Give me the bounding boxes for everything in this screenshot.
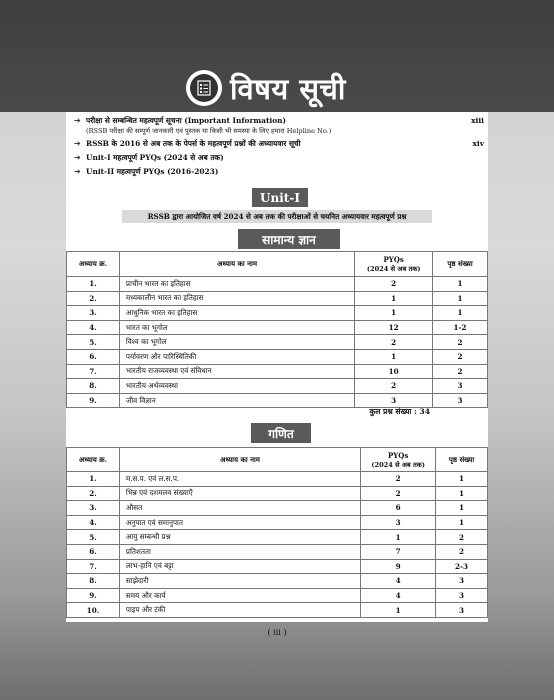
col-header-pyq: PYQs (2024 से अब तक) bbox=[361, 448, 436, 472]
chapter-number: 1. bbox=[67, 277, 120, 292]
pyq-count: 12 bbox=[355, 320, 433, 335]
col-header-sn: अध्याय क्र. bbox=[67, 448, 120, 472]
pyq-count: 1 bbox=[355, 291, 433, 306]
table-row bbox=[67, 291, 488, 306]
intro-item bbox=[74, 116, 484, 135]
pyq-count: 2 bbox=[361, 486, 436, 501]
page-range: 1 bbox=[436, 472, 488, 487]
col-header-name: अध्याय का नाम bbox=[119, 252, 354, 277]
table-row bbox=[67, 486, 488, 501]
table-row bbox=[67, 530, 488, 545]
chapter-number: 6. bbox=[67, 349, 120, 364]
table-row bbox=[67, 320, 488, 335]
page-range: 1 bbox=[433, 306, 488, 321]
chapter-name: म.स.प. एवं ल.स.प. bbox=[119, 472, 360, 487]
arrow-icon: ➔ bbox=[74, 116, 81, 125]
chapter-number: 9. bbox=[67, 393, 120, 408]
unit-description: RSSB द्वारा आयोजित वर्ष 2024 से अब तक की परीक्षाओं से चयनित अध्यायवार महत्वपूर्ण प्रश्न bbox=[122, 210, 432, 223]
page-range: 3 bbox=[433, 379, 488, 394]
pyq-count: 1 bbox=[361, 530, 436, 545]
table-row bbox=[67, 364, 488, 379]
table-row bbox=[67, 544, 488, 559]
table-row bbox=[67, 393, 488, 408]
pyq-count: 1 bbox=[361, 603, 436, 618]
pyq-count: 4 bbox=[361, 588, 436, 603]
intro-item-text: RSSB के 2016 से अब तक के पेपर्स के महत्वपूर्ण प्रश्नों की अध्यायवार सूची bbox=[86, 139, 301, 148]
arrow-icon: ➔ bbox=[74, 153, 81, 162]
col-header-page: पृष्ठ संख्या bbox=[433, 252, 488, 277]
page-range: 2 bbox=[433, 364, 488, 379]
page-range: 2 bbox=[433, 349, 488, 364]
chapter-number: 2. bbox=[67, 291, 120, 306]
table-row bbox=[67, 515, 488, 530]
intro-item bbox=[74, 167, 484, 177]
table-row bbox=[67, 335, 488, 350]
contents-page bbox=[66, 112, 488, 622]
table-row bbox=[67, 379, 488, 394]
maths-table bbox=[66, 447, 488, 618]
total-questions: कुल प्रश्न संख्या : 34 bbox=[369, 407, 430, 416]
pyq-count: 3 bbox=[355, 393, 433, 408]
page-range: 1 bbox=[436, 501, 488, 516]
col-header-pyq: PYQs (2024 से अब तक) bbox=[355, 252, 433, 277]
intro-item-text: Unit-II महत्वपूर्ण PYQs (2016-2023) bbox=[86, 167, 219, 176]
chapter-number: 4. bbox=[67, 320, 120, 335]
chapter-name: साझेदारी bbox=[119, 574, 360, 589]
chapter-name: भारतीय अर्थव्यवस्था bbox=[119, 379, 354, 394]
chapter-number: 7. bbox=[67, 559, 120, 574]
chapter-number: 2. bbox=[67, 486, 120, 501]
page-number: ( iii ) bbox=[267, 628, 287, 637]
chapter-number: 3. bbox=[67, 501, 120, 516]
gk-table bbox=[66, 251, 488, 408]
page-range: 3 bbox=[436, 588, 488, 603]
col-header-name: अध्याय का नाम bbox=[119, 448, 360, 472]
chapter-name: अनुपात एवं समानुपात bbox=[119, 515, 360, 530]
chapter-number: 1. bbox=[67, 472, 120, 487]
chapter-number: 7. bbox=[67, 364, 120, 379]
section-title-gk: सामान्य ज्ञान bbox=[238, 229, 340, 249]
page-range: 3 bbox=[436, 603, 488, 618]
pyq-count: 9 bbox=[361, 559, 436, 574]
chapter-name: मध्यकालीन भारत का इतिहास bbox=[119, 291, 354, 306]
pyq-count: 3 bbox=[361, 515, 436, 530]
intro-item-page: xiv bbox=[472, 139, 484, 148]
chapter-name: आयु सम्बन्धी प्रश्न bbox=[119, 530, 360, 545]
page-range: 2 bbox=[436, 530, 488, 545]
pyq-count: 2 bbox=[355, 277, 433, 292]
col-header-sn: अध्याय क्र. bbox=[67, 252, 120, 277]
chapter-name: प्राचीन भारत का इतिहास bbox=[119, 277, 354, 292]
table-row bbox=[67, 306, 488, 321]
chapter-name: समय और कार्य bbox=[119, 588, 360, 603]
table-row bbox=[67, 603, 488, 618]
chapter-name: प्रतिशतता bbox=[119, 544, 360, 559]
pyq-count: 2 bbox=[361, 472, 436, 487]
chapter-number: 6. bbox=[67, 544, 120, 559]
page-range: 2 bbox=[436, 544, 488, 559]
pyq-count: 1 bbox=[355, 349, 433, 364]
table-row bbox=[67, 277, 488, 292]
chapter-number: 3. bbox=[67, 306, 120, 321]
chapter-name: जीव विज्ञान bbox=[119, 393, 354, 408]
arrow-icon: ➔ bbox=[74, 167, 81, 176]
page-title: विषय सूची bbox=[230, 71, 346, 106]
section-title-maths: गणित bbox=[251, 423, 311, 443]
page-range: 1-2 bbox=[433, 320, 488, 335]
pyq-count: 1 bbox=[355, 306, 433, 321]
arrow-icon: ➔ bbox=[74, 139, 81, 148]
chapter-number: 9. bbox=[67, 588, 120, 603]
page-range: 1 bbox=[436, 515, 488, 530]
pyq-count: 10 bbox=[355, 364, 433, 379]
chapter-number: 4. bbox=[67, 515, 120, 530]
table-row bbox=[67, 559, 488, 574]
table-row bbox=[67, 472, 488, 487]
page-range: 2-3 bbox=[436, 559, 488, 574]
intro-item bbox=[74, 153, 484, 163]
table-row bbox=[67, 588, 488, 603]
list-icon bbox=[186, 70, 222, 106]
chapter-name: भिन्न एवं दशमलव संख्याएँ bbox=[119, 486, 360, 501]
page-range: 3 bbox=[436, 574, 488, 589]
table-row bbox=[67, 574, 488, 589]
title-block bbox=[186, 66, 346, 110]
chapter-number: 5. bbox=[67, 530, 120, 545]
chapter-number: 10. bbox=[67, 603, 120, 618]
unit-badge: Unit-I bbox=[252, 188, 308, 207]
chapter-number: 5. bbox=[67, 335, 120, 350]
chapter-number: 8. bbox=[67, 379, 120, 394]
chapter-name: पर्यावरण और पारिस्थितिकी bbox=[119, 349, 354, 364]
pyq-count: 6 bbox=[361, 501, 436, 516]
chapter-name: पाइप और टंकी bbox=[119, 603, 360, 618]
chapter-number: 8. bbox=[67, 574, 120, 589]
chapter-name: भारतीय राजव्यवस्था एवं संविधान bbox=[119, 364, 354, 379]
page-range: 2 bbox=[433, 335, 488, 350]
chapter-name: भारत का भूगोल bbox=[119, 320, 354, 335]
chapter-name: विश्व का भूगोल bbox=[119, 335, 354, 350]
pyq-count: 7 bbox=[361, 544, 436, 559]
page-range: 3 bbox=[433, 393, 488, 408]
table-row bbox=[67, 501, 488, 516]
intro-item bbox=[74, 139, 484, 149]
pyq-count: 4 bbox=[361, 574, 436, 589]
intro-list bbox=[74, 116, 484, 181]
pyq-count: 2 bbox=[355, 379, 433, 394]
table-row bbox=[67, 349, 488, 364]
intro-item-page: xiii bbox=[471, 116, 484, 125]
page-range: 1 bbox=[436, 486, 488, 501]
col-header-page: पृष्ठ संख्या bbox=[436, 448, 488, 472]
intro-item-subtext: (RSSB परीक्षा की सम्पूर्ण जानकारी एवं पुस्तक या किसी भी समस्या के लिए हमारा Helpline No.) bbox=[86, 127, 332, 135]
chapter-name: लाभ-हानि एवं बट्टा bbox=[119, 559, 360, 574]
pyq-count: 2 bbox=[355, 335, 433, 350]
chapter-name: औसत bbox=[119, 501, 360, 516]
page-range: 1 bbox=[433, 291, 488, 306]
page-range: 1 bbox=[433, 277, 488, 292]
intro-item-text: परीक्षा से सम्बन्धित महत्वपूर्ण सूचना (Important Information) bbox=[86, 116, 286, 125]
intro-item-text: Unit-I महत्वपूर्ण PYQs (2024 से अब तक) bbox=[86, 153, 224, 162]
chapter-name: आधुनिक भारत का इतिहास bbox=[119, 306, 354, 321]
